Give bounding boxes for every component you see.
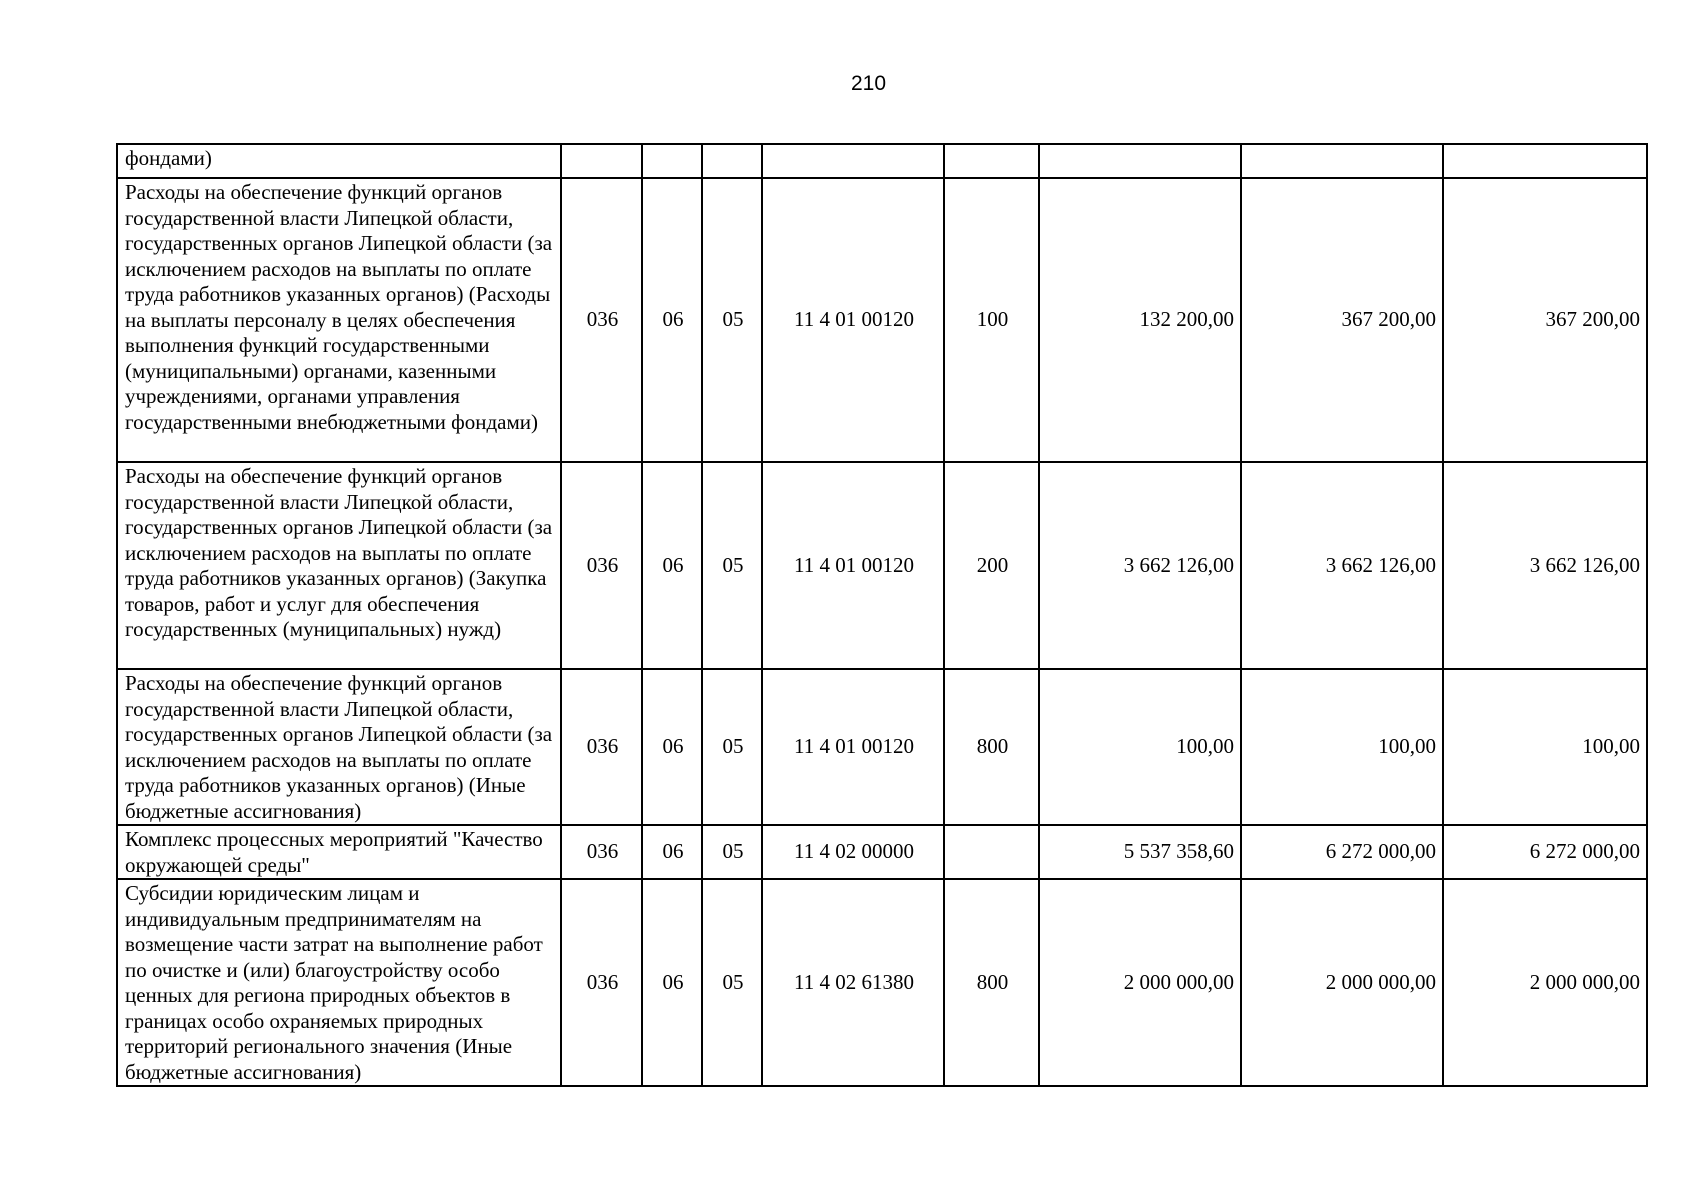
row-description: Расходы на обеспечение функций органов государственной власти Липецкой области, государственных органов Липецкой области (за исключением расходов на выплаты по оплате труда работников указанных органов) (Закупка товаров, работ и услуг для обеспечения государственных (муниципальных) нужд) [117,462,561,669]
section-code: 06 [642,462,702,669]
amount-year-1: 100,00 [1039,669,1241,825]
ministry-code [561,144,642,178]
ministry-code: 036 [561,669,642,825]
subsection-code: 05 [702,178,762,462]
table-row [117,669,1647,825]
amount-year-2 [1241,144,1443,178]
page-number: 210 [850,72,887,95]
amount-year-1: 2 000 000,00 [1039,879,1241,1086]
table-row [117,462,1647,669]
target-article-code: 11 4 01 00120 [762,178,944,462]
row-description: Комплекс процессных мероприятий "Качество окружающей среды" [117,825,561,879]
ministry-code: 036 [561,879,642,1086]
expense-type-code: 800 [944,669,1039,825]
table-row [117,825,1647,879]
target-article-code [762,144,944,178]
target-article-code: 11 4 01 00120 [762,669,944,825]
amount-year-3: 3 662 126,00 [1443,462,1647,669]
expense-type-code: 100 [944,178,1039,462]
amount-year-2: 2 000 000,00 [1241,879,1443,1086]
subsection-code [702,144,762,178]
table-row [117,144,1647,178]
ministry-code: 036 [561,178,642,462]
subsection-code: 05 [702,669,762,825]
amount-year-3: 367 200,00 [1443,178,1647,462]
subsection-code: 05 [702,825,762,879]
amount-year-3: 6 272 000,00 [1443,825,1647,879]
section-code: 06 [642,669,702,825]
ministry-code: 036 [561,462,642,669]
amount-year-2: 3 662 126,00 [1241,462,1443,669]
section-code [642,144,702,178]
ministry-code: 036 [561,825,642,879]
amount-year-1: 5 537 358,60 [1039,825,1241,879]
amount-year-1 [1039,144,1241,178]
amount-year-2: 6 272 000,00 [1241,825,1443,879]
expense-type-code [944,825,1039,879]
table-row [117,879,1647,1086]
target-article-code: 11 4 02 61380 [762,879,944,1086]
subsection-code: 05 [702,879,762,1086]
expense-type-code: 200 [944,462,1039,669]
amount-year-3: 2 000 000,00 [1443,879,1647,1086]
amount-year-2: 367 200,00 [1241,178,1443,462]
subsection-code: 05 [702,462,762,669]
table-row [117,178,1647,462]
row-description: Субсидии юридическим лицам и индивидуальным предпринимателям на возмещение части затрат на выполнение работ по очистке и (или) благоустройству особо ценных для региона природных объектов в границах особо охраняемых природных территорий регионального значения (Иные бюджетные ассигнования) [117,879,561,1086]
amount-year-1: 3 662 126,00 [1039,462,1241,669]
amount-year-2: 100,00 [1241,669,1443,825]
amount-year-3 [1443,144,1647,178]
row-description: Расходы на обеспечение функций органов государственной власти Липецкой области, государственных органов Липецкой области (за исключением расходов на выплаты по оплате труда работников указанных органов) (Расходы на выплаты персоналу в целях обеспечения выполнения функций государственными (муниципальными) органами, казенными учреждениями, органами управления государственными внебюджетными фондами) [117,178,561,462]
section-code: 06 [642,825,702,879]
target-article-code: 11 4 01 00120 [762,462,944,669]
section-code: 06 [642,178,702,462]
section-code: 06 [642,879,702,1086]
budget-table [116,143,1648,1087]
row-description: фондами) [117,144,561,178]
target-article-code: 11 4 02 00000 [762,825,944,879]
amount-year-1: 132 200,00 [1039,178,1241,462]
row-description: Расходы на обеспечение функций органов государственной власти Липецкой области, государственных органов Липецкой области (за исключением расходов на выплаты по оплате труда работников указанных органов) (Иные бюджетные ассигнования) [117,669,561,825]
amount-year-3: 100,00 [1443,669,1647,825]
expense-type-code: 800 [944,879,1039,1086]
expense-type-code [944,144,1039,178]
